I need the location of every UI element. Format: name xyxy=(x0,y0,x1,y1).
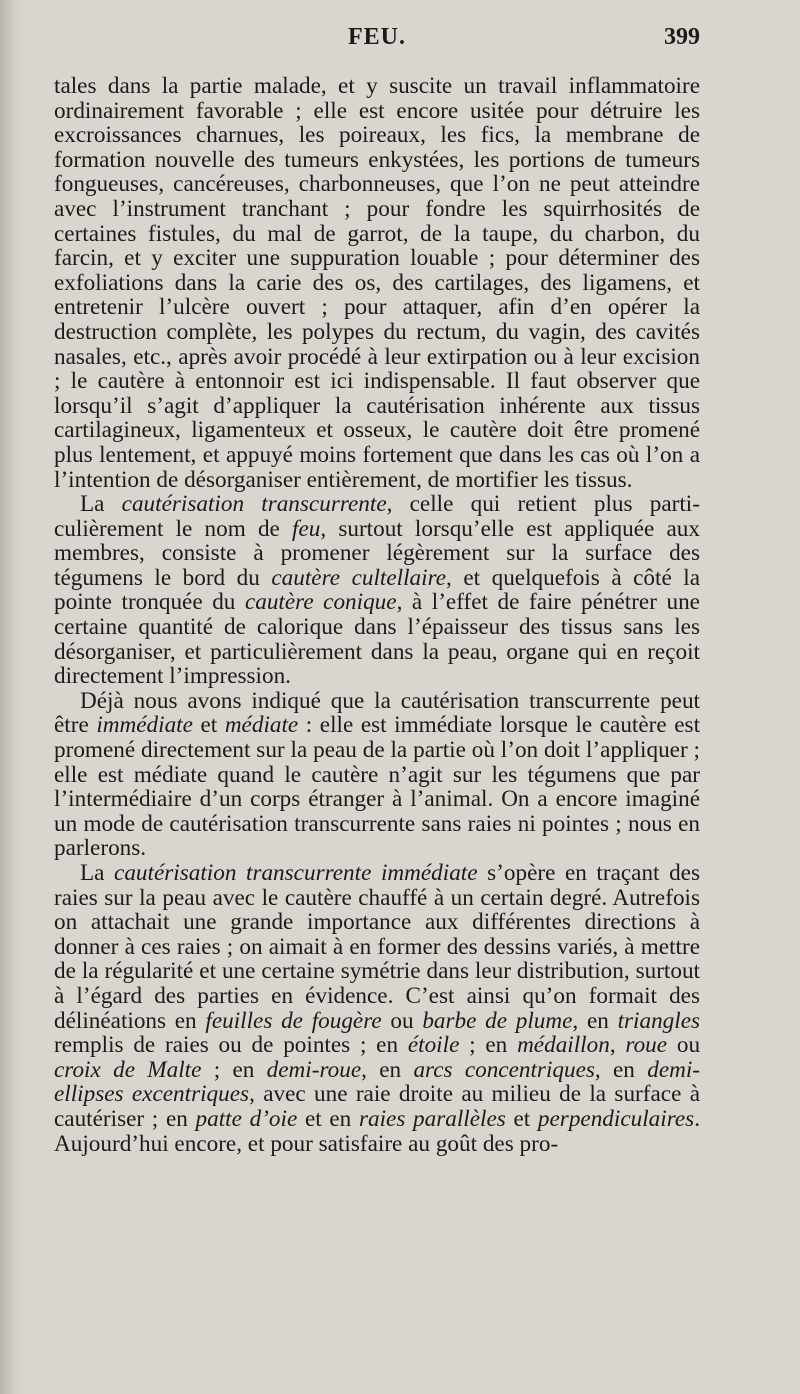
text-run: La xyxy=(80,860,115,886)
body-text xyxy=(54,74,700,1156)
page-number: 399 xyxy=(664,24,700,50)
text-run: , en xyxy=(594,1056,648,1083)
italic-term: cautérisation transcurrente immédiate xyxy=(114,860,478,886)
text-run: . Aujourd’hui encore, et pour satisfaire au goût des pro- xyxy=(54,1105,700,1157)
italic-term: arcs concentriques xyxy=(413,1056,595,1083)
text-run: s’opère en traçant des raies sur la peau avec le cautère chauffé à un certain degré. Autrefois on attachait une grande importance aux différentes directions à donner à ces raies ; on aimait à en former des dessins variés, à mettre de la régularité et une certaine symétrie dans leur distribution, surtout à l’égard des parties en évidence. C’est ainsi qu’on formait des délinéations en xyxy=(54,860,700,1034)
text-run: ; en xyxy=(459,1032,518,1059)
paragraph xyxy=(54,689,700,861)
text-run: Déjà nous avons indiqué que la cautérisation transcurrente peut être xyxy=(54,687,700,739)
text-run: , en xyxy=(361,1056,414,1083)
italic-term: perpendiculaires xyxy=(537,1105,695,1132)
text-run: , et quelquefois à côté la pointe tronquée du xyxy=(54,564,701,616)
text-run: tales dans la partie malade, et y suscite un travail inflammatoire ordinairement favorable ; elle est encore usitée pour détruire les excroissances charnues, les poireaux, les fics, la membrane de formation nouvelle des tumeurs enkystées, les portions de tumeurs fongueuses, cancéreuses, charbonneuses, que l’on ne peut atteindre avec l’instrument tranchant ; pour fondre les squirrhosités de certaines fistules, du mal de garrot, de la taupe, du charbon, du farcin, et y exciter une suppuration louable ; pour déterminer des exfoliations dans la carie des os, des cartilages, des ligamens, et entretenir l’ulcère ouvert ; pour attaquer, afin d’en opérer la destruction complète, les polypes du rectum, du vagin, des cavités nasales, etc., après avoir procédé à leur extirpation ou à leur excision ; le cautère à entonnoir est ici indispensable. Il faut observer que lorsqu’il s’agit d’appliquer la cautérisation inhérente aux tissus cartilagineux, ligamenteux et osseux, le cautère doit être promené plus lentement, et appuyé moins fortement que dans les cas où l’on a l’intention de désorganiser entièrement, de mortifier les tissus. xyxy=(54,73,700,493)
italic-term: raies parallèles xyxy=(358,1105,506,1132)
italic-term: cautère conique xyxy=(244,589,397,616)
page-binding-edge xyxy=(0,0,22,1394)
text-run: La xyxy=(80,491,122,518)
page-header xyxy=(54,24,700,60)
text-run: ou xyxy=(667,1032,701,1059)
paragraph xyxy=(54,861,700,1156)
italic-term: médiate xyxy=(224,712,299,739)
text-run: , celle qui retient plus particulièrement le nom de xyxy=(54,491,700,542)
text-run: , en xyxy=(572,1007,618,1034)
text-run: , xyxy=(609,1032,626,1059)
italic-term: feu xyxy=(292,515,321,542)
italic-term: cautère cultellaire xyxy=(271,564,447,591)
paragraph xyxy=(54,492,700,689)
italic-term: triangles xyxy=(617,1007,701,1034)
text-run: et xyxy=(192,712,225,739)
italic-term: médaillon xyxy=(517,1032,610,1059)
text-run: ; en xyxy=(201,1056,267,1083)
running-head: FEU. xyxy=(348,24,406,50)
text-run: remplis de raies ou de pointes ; en xyxy=(54,1032,408,1059)
text-run: ou xyxy=(381,1007,423,1034)
text-run: , surtout lorsqu’elle est appliquée aux membres, consiste à promener légèrement sur la surface des tégumens le bord du xyxy=(54,515,700,591)
italic-term: roue xyxy=(625,1032,668,1059)
italic-term: demi-roue xyxy=(266,1056,362,1083)
text-run: et en xyxy=(297,1105,359,1132)
text-run: et xyxy=(505,1105,538,1132)
text-run: : elle est immédiate lorsque le cautère est promené directement sur la peau de la partie où l’on doit l’appliquer ; elle est médiate quand le cautère n’agit sur les tégumens que par l’intermédiaire d’un corps étranger à l’animal. On a encore imaginé un mode de cautérisation transcurrente sans raies ni pointes ; nous en parlerons. xyxy=(54,712,701,862)
italic-term: immédiate xyxy=(96,712,193,739)
italic-term: croix de Malte xyxy=(54,1056,202,1083)
paragraph xyxy=(54,74,700,492)
italic-term: feuilles de fougère xyxy=(205,1007,382,1034)
italic-term: étoile xyxy=(407,1032,460,1059)
italic-term: cautérisation transcurrente xyxy=(121,491,387,518)
book-page xyxy=(54,24,700,1156)
text-run: , à l’effet de faire pénétrer une certaine quantité de calorique dans l’épaisseur des tissus sans les désorganiser, et particulièrement dans la peau, organe qui en reçoit directement l’impression. xyxy=(54,589,700,690)
italic-term: demi-ellipses excentriques xyxy=(54,1056,701,1108)
text-run: , avec une raie droite au milieu de la surface à cautériser ; en xyxy=(54,1081,700,1132)
italic-term: patte d’oie xyxy=(195,1105,298,1132)
italic-term: barbe de plume xyxy=(422,1007,573,1034)
